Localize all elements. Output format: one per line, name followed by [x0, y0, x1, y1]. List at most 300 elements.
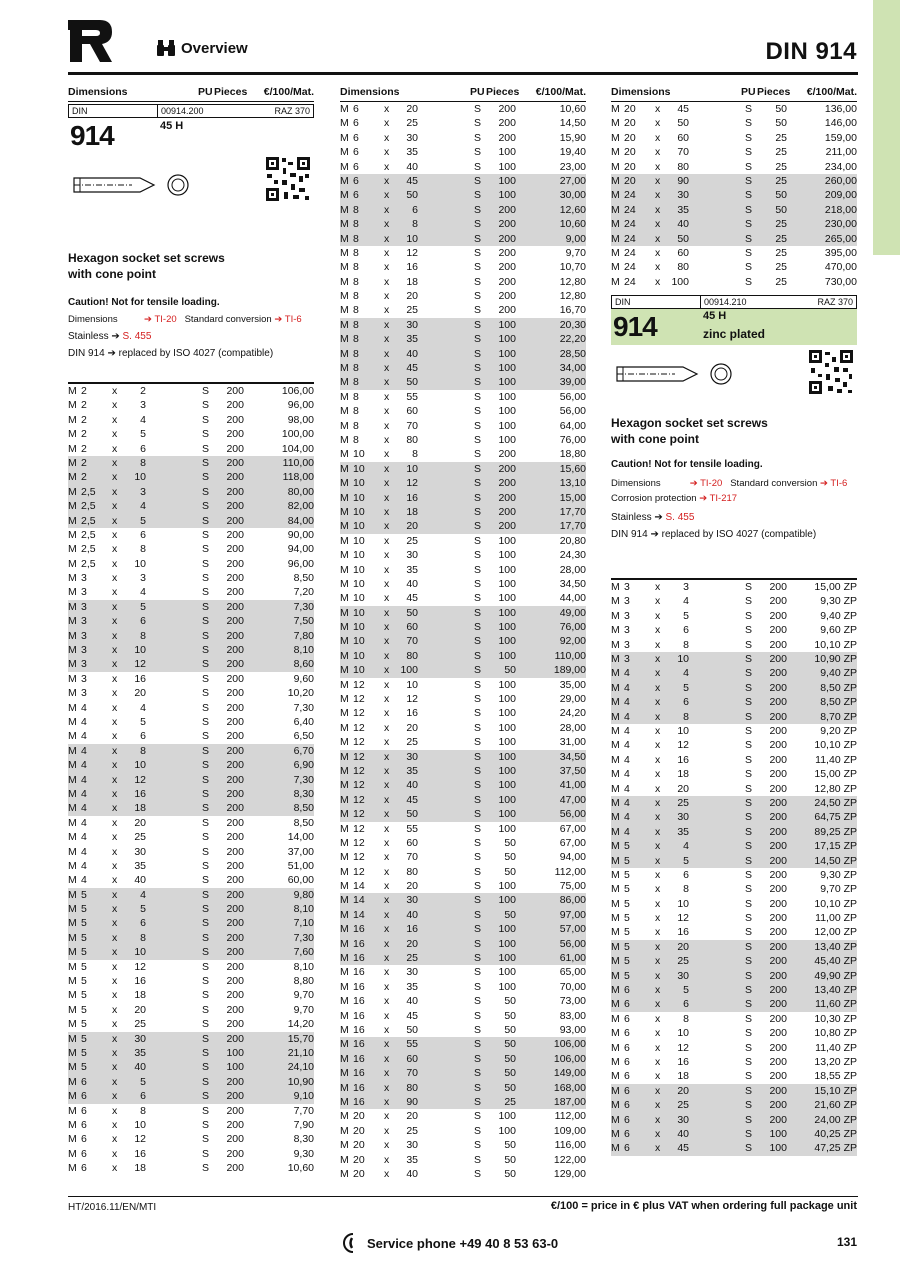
price: 168,00: [553, 1081, 586, 1094]
price: 13,40 ZP: [814, 940, 857, 953]
table-row: [68, 701, 314, 715]
length: 25: [134, 831, 146, 844]
packing-unit: S: [474, 1153, 482, 1166]
times-symbol: x: [112, 385, 118, 397]
price: 37,00: [287, 845, 314, 858]
price: 7,30: [293, 701, 314, 714]
times-symbol: x: [384, 232, 390, 245]
thread-diameter: 5: [624, 840, 630, 853]
thread-diameter: 5: [624, 883, 630, 896]
table-row: [68, 413, 314, 427]
pieces: 50: [504, 1139, 516, 1152]
length: 5: [683, 984, 689, 997]
link-ti6[interactable]: ➔ TI-6: [820, 478, 848, 490]
packing-unit: S: [745, 912, 753, 925]
overview-link[interactable]: [156, 38, 248, 58]
finish: zinc plated: [703, 327, 766, 342]
length: 12: [134, 658, 146, 671]
packing-unit: S: [745, 753, 753, 766]
product-notes: Caution! Not for tensile loading. Dimensions ➔ TI-20 Standard conversion ➔ TI-6 Corrosion protection ➔ TI-217 Stainless ➔ S. 455 DIN 914 ➔ replaced by ISO 4027 (compatible): [611, 459, 848, 541]
times-symbol: x: [384, 606, 390, 619]
thread-diameter: 4: [81, 773, 87, 786]
pieces: 200: [226, 1118, 244, 1131]
thread-prefix: M: [68, 1147, 77, 1160]
times-symbol: x: [112, 787, 118, 800]
table-row: [340, 476, 586, 490]
times-symbol: x: [655, 696, 661, 709]
packing-unit: S: [745, 174, 753, 187]
pieces: 200: [226, 528, 244, 541]
price: 64,75 ZP: [814, 811, 857, 824]
times-symbol: x: [384, 707, 390, 720]
pieces: 100: [498, 649, 516, 662]
thread-diameter: 8: [353, 390, 359, 403]
pieces: 200: [769, 1041, 787, 1054]
thread-prefix: M: [611, 984, 620, 997]
length: 45: [406, 592, 418, 605]
table-row: [340, 375, 586, 389]
price: 11,40 ZP: [815, 1041, 857, 1054]
length: 16: [134, 787, 146, 800]
packing-unit: S: [745, 146, 753, 159]
price: 9,30: [293, 1147, 314, 1160]
pieces: 50: [504, 1009, 516, 1022]
packing-unit: S: [745, 969, 753, 982]
table-row: [340, 232, 586, 246]
packing-unit: S: [202, 428, 210, 441]
thread-prefix: M: [611, 131, 620, 144]
pieces: 100: [226, 1046, 244, 1059]
times-symbol: x: [655, 653, 661, 666]
table-row: [611, 1127, 857, 1141]
times-symbol: x: [112, 759, 118, 772]
link-ti217[interactable]: ➔ TI-217: [699, 493, 738, 505]
thread-diameter: 4: [81, 730, 87, 743]
table-row: [340, 735, 586, 749]
thread-prefix: M: [340, 1110, 349, 1123]
thread-diameter: 2,5: [81, 500, 96, 513]
length: 6: [140, 917, 146, 930]
length: 10: [134, 471, 146, 484]
packing-unit: S: [474, 894, 482, 907]
times-symbol: x: [384, 448, 390, 461]
thread-prefix: M: [611, 825, 620, 838]
table-row: [340, 965, 586, 979]
thread-prefix: M: [68, 1162, 77, 1175]
length: 30: [677, 189, 689, 202]
packing-unit: S: [202, 615, 210, 628]
pieces: 50: [775, 103, 787, 115]
length: 20: [134, 687, 146, 700]
times-symbol: x: [384, 419, 390, 432]
thread-diameter: 6: [353, 160, 359, 173]
thread-diameter: 6: [353, 117, 359, 130]
link-ti20[interactable]: ➔ TI-20: [689, 478, 723, 490]
pieces: 25: [775, 218, 787, 231]
thread-prefix: M: [68, 802, 77, 815]
length: 5: [683, 854, 689, 867]
thread-diameter: 6: [624, 1070, 630, 1083]
packing-unit: S: [474, 491, 482, 504]
times-symbol: x: [112, 874, 118, 887]
times-symbol: x: [384, 966, 390, 979]
pieces: 25: [775, 261, 787, 274]
pieces: 200: [498, 117, 516, 130]
pieces: 25: [775, 275, 787, 288]
length: 5: [140, 428, 146, 441]
times-symbol: x: [655, 218, 661, 231]
packing-unit: S: [474, 865, 482, 878]
thread-prefix: M: [340, 333, 349, 346]
pieces: 100: [498, 779, 516, 792]
packing-unit: S: [474, 621, 482, 634]
price: 8,70 ZP: [820, 710, 857, 723]
pieces: 100: [498, 189, 516, 202]
thread-prefix: M: [611, 189, 620, 202]
pieces: 200: [498, 203, 516, 216]
table-row: [68, 384, 314, 398]
pieces: 100: [498, 980, 516, 993]
packing-unit: S: [202, 557, 210, 570]
times-symbol: x: [384, 462, 390, 475]
thread-prefix: M: [68, 730, 77, 743]
packing-unit: S: [202, 514, 210, 527]
packing-unit: S: [474, 232, 482, 245]
length: 18: [134, 802, 146, 815]
times-symbol: x: [112, 600, 118, 613]
price: 9,70 ZP: [820, 883, 857, 896]
pieces: 100: [498, 750, 516, 763]
pieces: 200: [226, 1090, 244, 1103]
pieces: 200: [769, 969, 787, 982]
service-phone[interactable]: Service phone +49 40 8 53 63-0: [343, 1233, 558, 1253]
times-symbol: x: [655, 1099, 661, 1112]
packing-unit: S: [474, 721, 482, 734]
length: 50: [406, 376, 418, 389]
packing-unit: S: [745, 739, 753, 752]
packing-unit: S: [474, 664, 482, 677]
pieces: 100: [498, 563, 516, 576]
pieces: 100: [498, 764, 516, 777]
price: 146,00: [824, 117, 857, 130]
qr-code[interactable]: [808, 349, 854, 395]
table-row: [68, 571, 314, 585]
length: 70: [406, 1067, 418, 1080]
pieces: 200: [498, 520, 516, 533]
thread-diameter: 6: [353, 146, 359, 159]
times-symbol: x: [112, 557, 118, 570]
table-row: [68, 442, 314, 456]
thread-prefix: M: [611, 1012, 620, 1025]
times-symbol: x: [384, 822, 390, 835]
thread-prefix: M: [68, 917, 77, 930]
times-symbol: x: [112, 845, 118, 858]
thread-diameter: 4: [624, 724, 630, 737]
thread-prefix: M: [611, 868, 620, 881]
price: 106,00: [281, 385, 314, 397]
section-tab[interactable]: [873, 0, 900, 255]
packing-unit: S: [202, 687, 210, 700]
thread-diameter: 12: [353, 836, 365, 849]
packing-unit: S: [202, 946, 210, 959]
times-symbol: x: [384, 980, 390, 993]
times-symbol: x: [655, 969, 661, 982]
times-symbol: x: [655, 595, 661, 608]
length: 2: [140, 385, 146, 397]
times-symbol: x: [112, 903, 118, 916]
pieces: 200: [226, 485, 244, 498]
pieces: 100: [498, 966, 516, 979]
price: 110,00: [554, 649, 586, 662]
length: 40: [677, 218, 689, 231]
length: 8: [140, 744, 146, 757]
packing-unit: S: [202, 572, 210, 585]
thread-diameter: 6: [81, 1075, 87, 1088]
thread-prefix: M: [340, 362, 349, 375]
length: 20: [134, 1003, 146, 1016]
packing-unit: S: [202, 989, 210, 1002]
thread-prefix: M: [340, 534, 349, 547]
thread-prefix: M: [68, 399, 77, 412]
length: 45: [406, 793, 418, 806]
link-stainless[interactable]: S. 455: [122, 331, 152, 342]
packing-unit: S: [745, 926, 753, 939]
thread-diameter: 5: [624, 940, 630, 953]
table-row: [340, 836, 586, 850]
price: 136,00: [824, 103, 857, 115]
pieces: 200: [226, 960, 244, 973]
price: 89,25 ZP: [814, 825, 857, 838]
packing-unit: S: [202, 903, 210, 916]
table-row: [611, 954, 857, 968]
pieces: 200: [226, 1018, 244, 1031]
thread-prefix: M: [68, 485, 77, 498]
packing-unit: S: [474, 736, 482, 749]
thread-diameter: 6: [624, 1127, 630, 1140]
packing-unit: S: [474, 779, 482, 792]
pieces: 200: [226, 672, 244, 685]
thread-prefix: M: [68, 615, 77, 628]
price: 56,00: [559, 937, 586, 950]
length: 40: [134, 874, 146, 887]
link-ti20[interactable]: ➔ TI-20: [144, 314, 177, 325]
table-row: [611, 1113, 857, 1127]
thread-diameter: 4: [81, 715, 87, 728]
thread-prefix: M: [68, 528, 77, 541]
thread-prefix: M: [68, 845, 77, 858]
price: 187,00: [553, 1095, 586, 1108]
table-row: [68, 830, 314, 844]
table-row: [340, 663, 586, 677]
times-symbol: x: [384, 333, 390, 346]
price: 94,00: [559, 851, 586, 864]
thread-prefix: M: [611, 1027, 620, 1040]
product-notes: Caution! Not for tensile loading. Dimensions ➔ TI-20 Standard conversion ➔ TI-6 Stainless ➔ S. 455 DIN 914 ➔ replaced by ISO 4027 (compatible): [68, 297, 302, 359]
length: 55: [406, 390, 418, 403]
thread-diameter: 3: [624, 624, 630, 637]
thread-prefix: M: [340, 721, 349, 734]
times-symbol: x: [112, 644, 118, 657]
packing-unit: S: [202, 1003, 210, 1016]
packing-unit: S: [745, 782, 753, 795]
thread-prefix: M: [611, 681, 620, 694]
thread-diameter: 5: [81, 1003, 87, 1016]
link-ti6[interactable]: ➔ TI-6: [274, 314, 302, 325]
length: 12: [406, 246, 418, 259]
times-symbol: x: [112, 658, 118, 671]
times-symbol: x: [655, 261, 661, 274]
price: 40,25 ZP: [814, 1127, 857, 1140]
pieces: 200: [769, 768, 787, 781]
length: 20: [677, 1084, 689, 1097]
thread-diameter: 5: [624, 969, 630, 982]
thread-prefix: M: [340, 707, 349, 720]
table-row: [68, 916, 314, 930]
thread-diameter: 4: [624, 710, 630, 723]
price: 10,10 ZP: [814, 739, 857, 752]
price: 49,00: [559, 606, 586, 619]
pieces: 25: [775, 160, 787, 173]
packing-unit: S: [474, 290, 482, 303]
length: 8: [140, 931, 146, 944]
thread-diameter: 20: [624, 160, 636, 173]
packing-unit: S: [745, 117, 753, 130]
times-symbol: x: [384, 1067, 390, 1080]
length: 30: [677, 811, 689, 824]
table-row: [340, 419, 586, 433]
price: 16,70: [559, 304, 586, 317]
times-symbol: x: [384, 793, 390, 806]
price: 24,20: [559, 707, 586, 720]
thread-prefix: M: [68, 859, 77, 872]
length: 18: [134, 989, 146, 1002]
thread-prefix: M: [68, 1104, 77, 1117]
times-symbol: x: [655, 146, 661, 159]
price: 9,40 ZP: [820, 667, 857, 680]
thread-diameter: 4: [624, 696, 630, 709]
thread-diameter: 20: [353, 1167, 365, 1180]
times-symbol: x: [655, 1041, 661, 1054]
price: 112,00: [554, 865, 586, 878]
length: 10: [134, 759, 146, 772]
packing-unit: S: [745, 638, 753, 651]
length: 10: [406, 232, 418, 245]
length: 30: [406, 966, 418, 979]
thread-diameter: 6: [353, 103, 359, 115]
table-row: [611, 275, 857, 289]
packing-unit: S: [474, 952, 482, 965]
packing-unit: S: [745, 840, 753, 853]
thread-prefix: M: [340, 520, 349, 533]
table-row: [340, 879, 586, 893]
length: 40: [406, 779, 418, 792]
packing-unit: S: [474, 462, 482, 475]
thread-diameter: 12: [353, 851, 365, 864]
price: 17,70: [559, 505, 586, 518]
table-row: [340, 404, 586, 418]
price: 8,10: [293, 960, 314, 973]
thread-prefix: M: [340, 390, 349, 403]
times-symbol: x: [655, 998, 661, 1011]
column-header: Dimensions PU Pieces €/100/Mat.: [68, 86, 314, 102]
thread-prefix: M: [340, 693, 349, 706]
price: 20,80: [559, 534, 586, 547]
thread-diameter: 10: [353, 520, 365, 533]
thread-diameter: 4: [624, 753, 630, 766]
qr-code[interactable]: [265, 156, 311, 202]
times-symbol: x: [384, 1153, 390, 1166]
thread-prefix: M: [68, 514, 77, 527]
thread-diameter: 6: [81, 1162, 87, 1175]
link-stainless[interactable]: S. 455: [665, 512, 695, 524]
thread-diameter: 2,5: [81, 543, 96, 556]
length: 40: [406, 995, 418, 1008]
thread-diameter: 8: [353, 376, 359, 389]
table-row: [340, 750, 586, 764]
pieces: 200: [226, 543, 244, 556]
pieces: 200: [769, 696, 787, 709]
price: 730,00: [824, 275, 857, 288]
thread-diameter: 16: [353, 952, 365, 965]
table-row: [611, 217, 857, 231]
packing-unit: S: [474, 1139, 482, 1152]
price: 209,00: [824, 189, 857, 202]
thread-prefix: M: [340, 1139, 349, 1152]
pieces: 200: [498, 462, 516, 475]
thread-diameter: 4: [624, 739, 630, 752]
table-row: [340, 505, 586, 519]
thread-prefix: M: [340, 549, 349, 562]
packing-unit: S: [202, 672, 210, 685]
thread-prefix: M: [340, 218, 349, 231]
table-row: [340, 102, 586, 116]
price: 8,10: [293, 903, 314, 916]
thread-diameter: 3: [624, 653, 630, 666]
table-row: [68, 988, 314, 1002]
thread-diameter: 10: [353, 592, 365, 605]
thread-prefix: M: [68, 600, 77, 613]
table-row: [340, 1066, 586, 1080]
pieces: 50: [504, 1153, 516, 1166]
table-row: [68, 672, 314, 686]
thread-diameter: 2: [81, 471, 87, 484]
length: 8: [683, 1012, 689, 1025]
price: 10,70: [559, 261, 586, 274]
grade: 45 H: [703, 310, 727, 323]
length: 25: [406, 304, 418, 317]
length: 20: [406, 880, 418, 893]
thread-diameter: 16: [353, 1038, 365, 1051]
pieces: 200: [226, 715, 244, 728]
thread-prefix: M: [611, 739, 620, 752]
packing-unit: S: [202, 831, 210, 844]
price: 8,10: [293, 644, 314, 657]
length: 80: [677, 160, 689, 173]
thread-diameter: 6: [624, 1012, 630, 1025]
table-row: [611, 1069, 857, 1083]
packing-unit: S: [202, 1162, 210, 1175]
times-symbol: x: [112, 960, 118, 973]
times-symbol: x: [112, 975, 118, 988]
thread-prefix: M: [611, 811, 620, 824]
binoculars-icon: [156, 38, 176, 58]
pieces: 50: [504, 1167, 516, 1180]
packing-unit: S: [745, 1070, 753, 1083]
price: 13,40 ZP: [814, 984, 857, 997]
thread-diameter: 5: [81, 946, 87, 959]
thread-diameter: 5: [81, 989, 87, 1002]
table-row: [340, 922, 586, 936]
